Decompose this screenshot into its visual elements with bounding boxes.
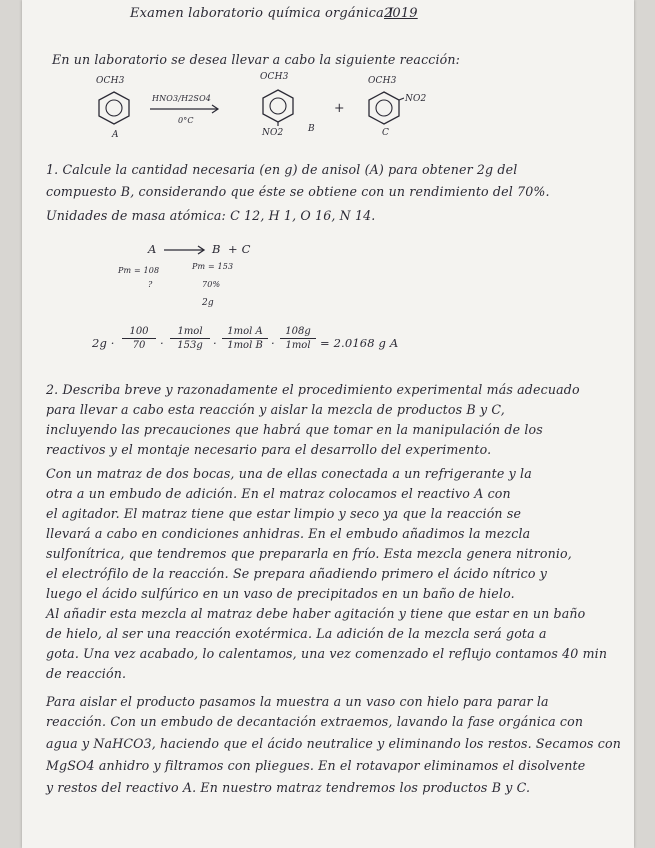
answer-line-13: reacción. Con un embudo de decantación extraemos, lavando la fase orgánica con: [46, 714, 584, 729]
substituent-a: OCH3: [96, 76, 125, 86]
answer-line-7: luego el ácido sulfúrico en un vaso de precipitados en un baño de hielo.: [46, 586, 515, 601]
factor-molar-b-num: 1mol: [177, 326, 203, 337]
factor-molar-a-den: 1mol: [285, 340, 311, 351]
factor-stoich: [222, 326, 268, 351]
answer-line-9: de hielo, al ser una reacción exotérmica. La adición de la mezcla será gota a: [46, 626, 547, 641]
answer-line-16: y restos del reactivo A. En nuestro matraz tendremos los productos B y C.: [46, 780, 531, 795]
q1-line-2: compuesto B, considerando que éste se obtiene con un rendimiento del 70%.: [46, 184, 550, 199]
scheme-a: A: [148, 242, 157, 256]
answer-line-12: Para aislar el producto pasamos la muestra a un vaso con hielo para parar la: [46, 694, 549, 709]
factor-molar-b: [170, 326, 210, 351]
reaction-arrow: [150, 104, 222, 114]
q2-line-3: incluyendo las precauciones que habrá que tomar en la manipulación de los: [46, 422, 543, 437]
scheme-arrow: [164, 245, 208, 255]
factor-yield: [122, 326, 156, 351]
benzene-ring-b: [258, 86, 298, 126]
label-c: C: [382, 128, 390, 138]
calc-result: = 2.0168 g A: [320, 336, 399, 350]
reagent-top: HNO3/H2SO4: [152, 94, 212, 103]
intro-line: En un laboratorio se desea llevar a cabo la siguiente reacción:: [52, 52, 461, 67]
answer-line-1: Con un matraz de dos bocas, una de ellas conectada a un refrigerante y la: [46, 466, 532, 481]
label-a: A: [112, 130, 119, 140]
q2-line-1: 2. Describa breve y razonadamente el procedimiento experimental más adecuado: [46, 382, 580, 397]
benzene-ring-c: [364, 88, 404, 128]
reagent-bottom: 0°C: [178, 116, 194, 125]
label-b: B: [308, 124, 315, 134]
pm-b: Pm = 153: [192, 262, 234, 271]
exam-title: Examen laboratorio química orgánica I: [130, 6, 394, 21]
benzene-ring-a: [94, 88, 134, 128]
factor-yield-den: 70: [132, 340, 146, 351]
factor-molar-b-den: 153g: [177, 340, 203, 351]
factor-molar-a: [280, 326, 316, 351]
q1-line-1: 1. Calcule la cantidad necesaria (en g) de anisol (A) para obtener 2g del: [46, 162, 518, 177]
factor-yield-num: 100: [129, 326, 149, 337]
exam-year: 2019: [384, 6, 418, 21]
q2-line-2: para llevar a cabo esta reacción y aislar la mezcla de productos B y C,: [46, 402, 505, 417]
unknown-mass: ?: [148, 280, 153, 289]
answer-line-5: sulfonítrica, que tendremos que prepararla en frío. Esta mezcla genera nitronio,: [46, 546, 572, 561]
answer-line-8: Al añadir esta mezcla al matraz debe haber agitación y tiene que estar en un baño: [46, 606, 586, 621]
answer-line-14: agua y NaHCO3, haciendo que el ácido neutralice y eliminando los restos. Secamos con: [46, 736, 621, 751]
plus-sign: +: [334, 100, 345, 115]
yield-value: 70%: [202, 280, 221, 289]
pm-a: Pm = 108: [118, 266, 160, 275]
substituent-b-top: OCH3: [260, 72, 289, 82]
scheme-plus-c: + C: [228, 242, 251, 256]
factor-stoich-den: 1mol B: [227, 340, 263, 351]
answer-line-6: el electrófilo de la reacción. Se prepara añadiendo primero el ácido nítrico y: [46, 566, 547, 581]
q1-line-3: Unidades de masa atómica: C 12, H 1, O 16, N 14.: [46, 208, 376, 223]
substituent-b-bottom: NO2: [262, 128, 284, 138]
calc-start: 2g ·: [92, 336, 115, 350]
factor-molar-a-num: 108g: [285, 326, 311, 337]
answer-line-10: gota. Una vez acabado, lo calentamos, una vez comenzado el reflujo contamos 40 min: [46, 646, 608, 661]
exam-sheet: Examen laboratorio química orgánica I 2019 En un laboratorio se desea llevar a cabo la siguiente reacción: OCH3 A HNO3/H2SO4 0°C OCH3 NO2 B + OCH3 NO2 C 1. Calcule la cantidad necesaria (en g) de anisol (A) para obtener 2g del compuesto B, considerando que éste se obtiene con un rendimiento del 70%. Unidades de masa atómica: C 12, H 1, O 16, N 14. A B + C Pm = 108 Pm = 153 ? 70% 2g 2g · 100 70 · 1mol 153g · 1mol A 1mol B · 108g 1mol = 2.0168 g A 2. Describa breve y razonadamente el procedimiento experimental más adecuado para llevar a cabo esta reacción y aislar la mezcla de productos B y C, incluyendo las precauciones que habrá que tomar en la manipulación de los reactivos y el montaje necesario para el desarrollo del experimento. Con un matraz de dos bocas, una de ellas conectada a un refrigerante y la otra a un embudo de adición. En el matraz colocamos el reactivo A con el agitador. El matraz tiene que estar limpio y seco ya que la reacción se llevará a cabo en condiciones anhidras. En el embudo añadimos la mezcla sulfonítrica, que tendremos que prepararla en frío. Esta mezcla genera nitronio, el electrófilo de la reacción. Se prepara añadiendo primero el ácido nítrico y luego el ácido sulfúrico en un vaso de precipitados en un baño de hielo. Al añadir esta mezcla al matraz debe haber agitación y tiene que estar en un baño de hielo, al ser una reacción exotérmica. La adición de la mezcla será gota a gota. Una vez acabado, lo calentamos, una vez comenzado el reflujo contamos 40 min de reacción. Para aislar el producto pasamos la muestra a un vaso con hielo para parar la reacción. Con un embudo de decantación extraemos, lavando la fase orgánica con agua y NaHCO3, haciendo que el ácido neutralice y eliminando los restos. Secamos con MgSO4 anhidro y filtramos con pliegues. En el rotavapor eliminamos el disolvente y restos del reactivo A. En nuestro matraz tendremos los productos B y C.: [22, 0, 634, 848]
answer-line-2: otra a un embudo de adición. En el matraz colocamos el reactivo A con: [46, 486, 511, 501]
scheme-b: B: [212, 242, 221, 256]
q2-line-4: reactivos y el montaje necesario para el desarrollo del experimento.: [46, 442, 492, 457]
substituent-c-side: NO2: [405, 94, 427, 104]
answer-line-4: llevará a cabo en condiciones anhidras. En el embudo añadimos la mezcla: [46, 526, 531, 541]
answer-line-3: el agitador. El matraz tiene que estar limpio y seco ya que la reacción se: [46, 506, 522, 521]
substituent-c-top: OCH3: [368, 76, 397, 86]
answer-line-15: MgSO4 anhidro y filtramos con pliegues. En el rotavapor eliminamos el disolvente: [46, 758, 586, 773]
factor-stoich-num: 1mol A: [227, 326, 263, 337]
mass-b: 2g: [202, 298, 214, 308]
answer-line-11: de reacción.: [46, 666, 127, 681]
